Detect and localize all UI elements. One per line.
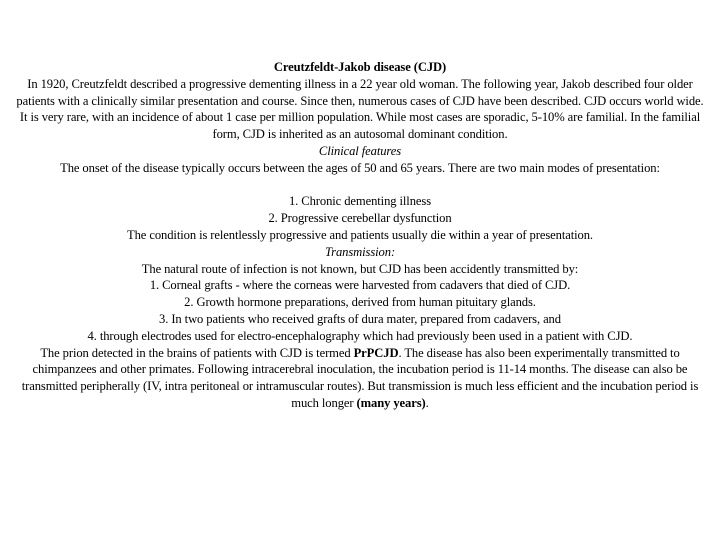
transmission-route-item: 3. In two patients who received grafts of dura mater, prepared from cadavers, and [159,311,561,326]
document-title: Creutzfeldt-Jakob disease (CJD) [273,60,447,74]
progression-text: The condition is relentlessly progressive and patients usually die within a year of presentation. [127,227,593,242]
transmission-route-item: 4. through electrodes used for electro-encephalography which had previously been used in a patient with CJD. [87,328,633,343]
prion-emphasis: (many years) [356,395,426,410]
prion-term: PrPCJD [353,345,399,360]
clinical-features-text: The onset of the disease typically occurs between the ages of 50 and 65 years. There are two main modes of presentation: [60,160,660,175]
prion-text-middle: . The disease has also been experimentally transmitted to chimpanzees and other primates. Following intracerebral inoculation, the incubation period is 11-14 months. The disease can also be transmitted peripherally (IV, intra peritoneal or intramuscular routes). But transmission is much less efficient and the incubation period is much longer [21,345,699,410]
transmission-intro: The natural route of infection is not known, but CJD has been accidently transmitted by: [141,261,579,276]
presentation-mode-item: 2. Progressive cerebellar dysfunction [268,211,452,226]
document-body [14,59,706,412]
presentation-mode-item: 1. Chronic dementing illness [288,194,431,209]
paragraph-spacer [14,177,706,194]
transmission-route-item: 1. Corneal grafts - where the corneas were harvested from cadavers that died of CJD. [149,278,571,293]
prion-text-end: . [425,395,429,410]
prion-paragraph [14,345,706,412]
transmission-route-item: 2. Growth hormone preparations, derived from human pituitary glands. [184,295,536,310]
clinical-features-heading: Clinical features [318,143,402,158]
intro-paragraph: In 1920, Creutzfeldt described a progressive dementing illness in a 22 year old woman. The following year, Jakob described four older patients with a clinically similar presentation and course. Since then, numerous cases of CJD have been described. CJD occurs world wide. It is very rare, with an incidence of about 1 case per million population. While most cases are sporadic, 5-10% are familial. In the familial form, CJD is inherited as an autosomal dominant condition. [16,76,704,142]
transmission-heading: Transmission: [324,244,396,259]
prion-text-start: The prion detected in the brains of patients with CJD is termed [40,345,354,360]
